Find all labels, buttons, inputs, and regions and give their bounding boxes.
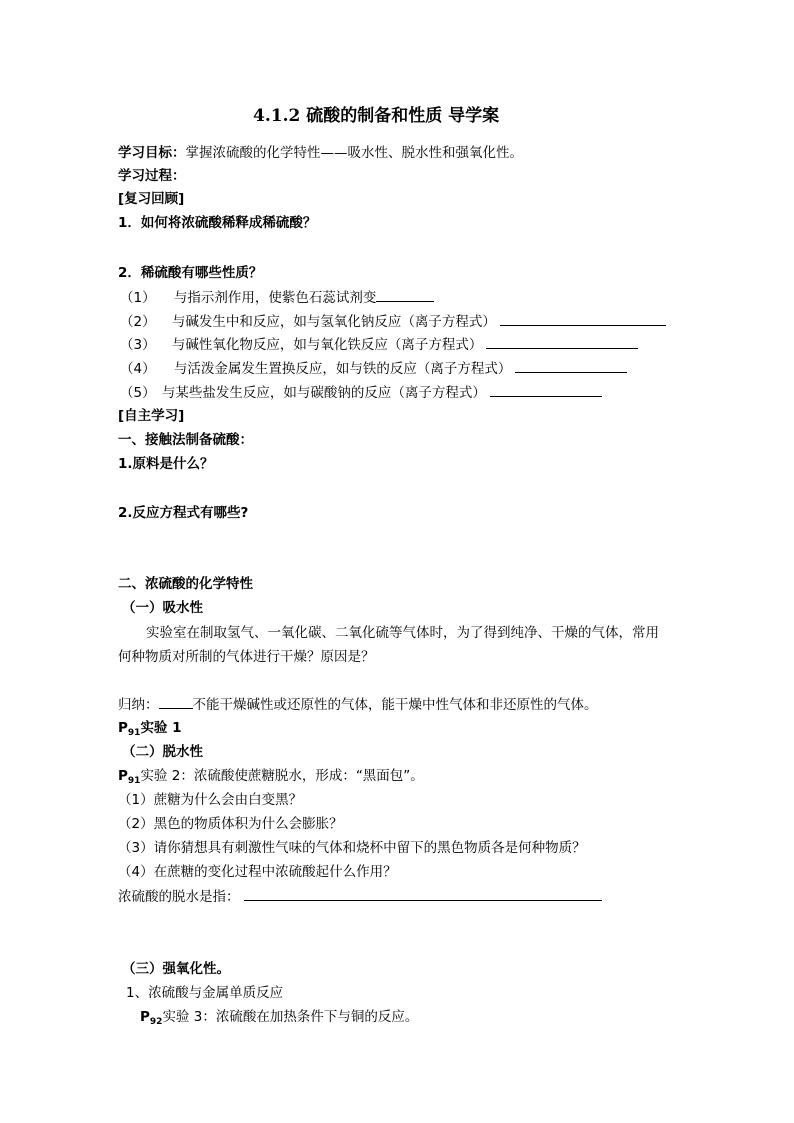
goal-text: 掌握浓硫酸的化学特性——吸水性、脱水性和强氧化性。 <box>185 145 523 161</box>
self-study-header: [自主学习] <box>118 408 185 424</box>
answer-blank[interactable] <box>515 359 627 373</box>
part-3-item-1: 1、浓硫酸与金属单质反应 <box>126 985 284 1001</box>
dehydration-question-4: （4）在蔗糖的变化过程中浓硫酸起什么作用？ <box>118 864 397 880</box>
answer-blank[interactable] <box>500 312 666 326</box>
property-item-3 <box>120 335 638 354</box>
process-label: 学习过程： <box>118 168 186 184</box>
property-item-5 <box>120 383 602 402</box>
part-1-paragraph-line-2: 何种物质对所制的气体进行干燥？原因是？ <box>118 649 375 665</box>
page-ref-number: 91 <box>127 728 141 738</box>
property-num: （5） <box>120 385 156 401</box>
part-1-title: （一）吸水性 <box>122 600 203 616</box>
answer-blank[interactable] <box>159 695 193 709</box>
definition-label: 浓硫酸的脱水是指： <box>118 889 240 905</box>
review-question-2: 2．稀硫酸有哪些性质？ <box>118 265 263 281</box>
experiment-text: 实验 3：浓硫酸在加热条件下与铜的反应。 <box>162 1009 419 1025</box>
property-num: （1） <box>120 290 156 306</box>
experiment-text: 实验 2：浓硫酸使蔗糖脱水，形成：“黑面包”。 <box>140 768 424 784</box>
self-study-question-2: 2.反应方程式有哪些? <box>118 505 249 521</box>
property-num: （3） <box>120 337 156 353</box>
page-ref: P <box>118 720 128 736</box>
dehydration-question-3: （3）请你猜想具有刺激性气味的气体和烧杯中留下的黑色物质各是何种物质？ <box>118 840 586 856</box>
self-study-question-1: 1.原料是什么？ <box>118 456 214 472</box>
dehydration-question-2: （2）黑色的物质体积为什么会膨胀？ <box>118 816 343 832</box>
summary-label: 归纳： <box>118 697 159 713</box>
review-header: [复习回顾] <box>118 191 185 207</box>
answer-blank[interactable] <box>376 288 434 302</box>
dehydration-definition <box>118 887 602 906</box>
part-2-title: （二）脱水性 <box>122 744 203 760</box>
answer-blank[interactable] <box>486 335 638 349</box>
section-2-title: 二、浓硫酸的化学特性 <box>118 576 253 592</box>
dehydration-question-1: （1）蔗糖为什么会由白变黑？ <box>118 792 303 808</box>
property-text: 与碱发生中和反应，如与氢氧化钠反应（离子方程式） <box>171 314 496 330</box>
page-title: 4.1.2 硫酸的制备和性质 导学案 <box>253 106 500 126</box>
property-item-4 <box>120 359 627 378</box>
property-num: （2） <box>120 314 156 330</box>
page-ref-number: 91 <box>127 776 141 786</box>
section-1-title: 一、接触法制备硫酸： <box>118 432 253 448</box>
property-text: 与某些盐发生反应，如与碳酸钠的反应（离子方程式） <box>161 385 486 401</box>
learning-goal <box>118 144 523 162</box>
experiment-label: 实验 1 <box>140 720 182 736</box>
experiment-1-ref <box>118 719 182 742</box>
answer-blank[interactable] <box>490 383 602 397</box>
page-ref: P <box>140 1009 150 1025</box>
page-ref: P <box>118 768 128 784</box>
property-item-1 <box>120 288 434 307</box>
property-text: 与碱性氧化物反应，如与氧化铁反应（离子方程式） <box>171 337 483 353</box>
part-3-title: （三）强氧化性。 <box>122 961 230 977</box>
experiment-2-ref <box>118 767 424 790</box>
summary-text: 不能干燥碱性或还原性的气体，能干燥中性气体和非还原性的气体。 <box>192 697 598 713</box>
summary-line <box>118 695 598 714</box>
page-ref-number: 92 <box>149 1017 163 1027</box>
property-item-2 <box>120 312 666 331</box>
part-1-paragraph-line-1: 实验室在制取氢气、一氧化碳、二氧化硫等气体时，为了得到纯净、干燥的气体，常用 <box>146 625 659 641</box>
experiment-3-ref <box>140 1008 418 1031</box>
review-question-1: 1．如何将浓硫酸稀释成稀硫酸？ <box>118 215 317 231</box>
property-num: （4） <box>120 361 156 377</box>
goal-label: 学习目标： <box>118 145 186 161</box>
property-text: 与指示剂作用，使紫色石蕊试剂变 <box>173 290 377 306</box>
property-text: 与活泼金属发生置换反应，如与铁的反应（离子方程式） <box>173 361 512 377</box>
answer-blank[interactable] <box>244 887 602 901</box>
